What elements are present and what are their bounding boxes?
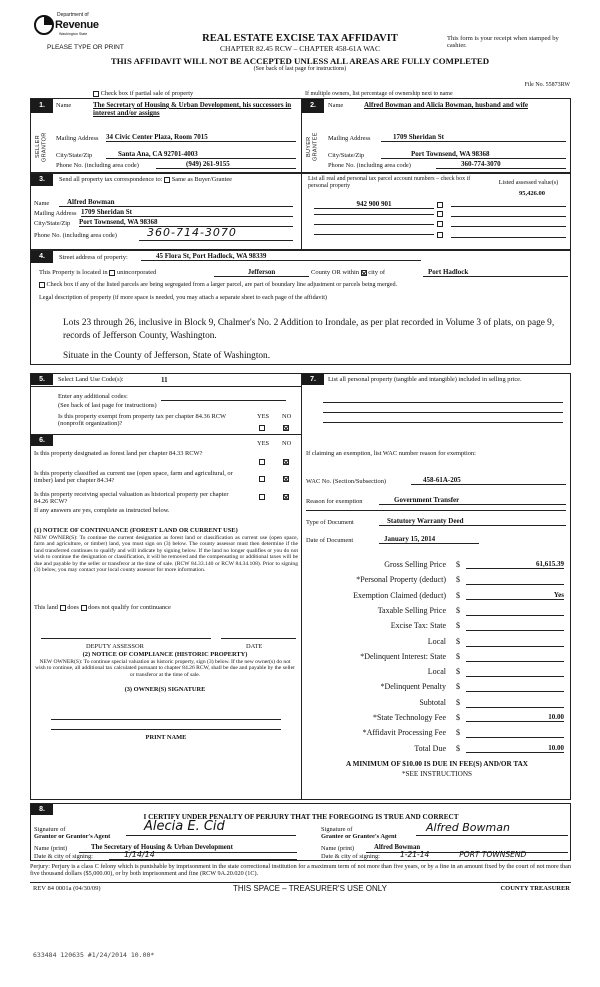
- seller-mailing-label: Mailing Address: [56, 135, 99, 142]
- print-name-line[interactable]: [51, 729, 281, 730]
- land-use-label: Select Land Use Code(s):: [58, 376, 124, 383]
- buyer-city-label: City/State/Zip: [328, 152, 365, 159]
- tax-line: Taxable Selling Price $: [306, 606, 568, 618]
- minimum-fee-note: A MINIMUM OF $10.00 IS DUE IN FEE(S) AND/OR TAX: [346, 760, 528, 768]
- treasurer-only-note: THIS SPACE – TREASURER'S USE ONLY: [232, 884, 387, 893]
- section-4-box: [30, 250, 571, 365]
- grantee-signature[interactable]: Alfred Bowman: [416, 822, 568, 836]
- section-4-number: 4.: [31, 251, 53, 263]
- form-chapter: CHAPTER 82.45 RCW – CHAPTER 458-61A WAC: [220, 44, 380, 53]
- county-name[interactable]: Jefferson: [214, 268, 309, 277]
- seller-side-label: SELLER GRANTOR: [35, 132, 48, 162]
- notice-continuance-title: (1) NOTICE OF CONTINUANCE (FOREST LAND OR CURRENT USE): [34, 527, 238, 534]
- seller-city[interactable]: Santa Ana, CA 92701-4003: [106, 150, 296, 159]
- parcel-3-personal-checkbox[interactable]: [437, 220, 443, 227]
- section-5-number: 5.: [31, 374, 53, 385]
- partial-sale-check[interactable]: [93, 90, 193, 97]
- city-name[interactable]: Port Hadlock: [423, 268, 568, 277]
- legal-description[interactable]: Lots 23 through 26, inclusive in Block 9, Chalmer's No. 2 Addition to Irondale, as per plat recorded in Volume 3 of plats, on page 9, records of Jefferson County, Washington.: [63, 318, 555, 342]
- tax-line: Local $: [306, 667, 568, 679]
- assessed-value[interactable]: 95,426.00: [519, 190, 545, 197]
- situate-line: Situate in the County of Jefferson, State of Washington.: [63, 351, 271, 361]
- grantee-name-label: Name (print): [321, 845, 355, 852]
- forest-no-checkbox[interactable]: [283, 458, 289, 465]
- forest-land-question: Is this property designated as forest land per chapter 84.33 RCW?: [34, 450, 203, 457]
- grantee-date-label: Date & city of signing:: [321, 853, 380, 860]
- perjury-note: Perjury: Perjury is a class C felony which is punishable by imprisonment in the state correctional institution for a maximum term of not more than five years, or by a fine in an amount fixed by the court of not more than five thousand dollars ($5,000.00), or by both imprisonment and fine (RCW 9A.20.020 (1C).: [30, 863, 571, 878]
- street-label: Street address of property:: [59, 254, 128, 261]
- s5-no-header: NO: [282, 413, 292, 420]
- does-qualify-checkbox[interactable]: [60, 605, 66, 611]
- grantee-date: 1-21-14: [400, 850, 430, 859]
- personal-property-line-2[interactable]: [323, 412, 563, 413]
- tax-line: *State Technology Fee $ 10.00: [372, 713, 564, 722]
- deputy-date-label: DATE: [246, 643, 263, 650]
- certify-statement: I CERTIFY UNDER PENALTY OF PERJURY THAT THE FOREGOING IS TRUE AND CORRECT: [143, 813, 459, 821]
- section-1-number: 1.: [31, 99, 53, 113]
- segregated-checkbox[interactable]: [39, 282, 45, 288]
- forest-yes-checkbox[interactable]: [259, 458, 265, 465]
- same-as-buyer-label: Same as Buyer/Grantee: [171, 176, 233, 183]
- historic-no-checkbox[interactable]: [283, 493, 289, 500]
- buyer-city[interactable]: Port Townsend, WA 98368: [381, 150, 566, 159]
- form-revision: REV 84 0001a (04/30/09): [33, 885, 101, 892]
- s5-see-back: (See back of last page for instructions): [58, 402, 157, 409]
- parcel-1-personal-checkbox[interactable]: [437, 201, 443, 208]
- seller-city-label: City/State/Zip: [56, 152, 93, 159]
- dept-name: Revenue: [55, 19, 99, 31]
- file-number: File No. 55873RW: [524, 82, 570, 88]
- seller-name-label: Name: [56, 102, 72, 109]
- partial-sale-checkbox[interactable]: [93, 91, 99, 97]
- exemption-reason[interactable]: Government Transfer: [379, 496, 566, 505]
- parcel-number[interactable]: 942 900 901: [314, 200, 434, 209]
- s6-no-header: NO: [282, 440, 292, 447]
- s3-mailing-label: Mailing Address: [34, 210, 77, 217]
- this-land-line: This land does does not qualify for continuance: [34, 604, 171, 611]
- revenue-logo-icon: [33, 14, 55, 36]
- buyer-name[interactable]: Alfred Bowman and Alicia Bowman, husband and wife: [364, 101, 529, 109]
- doc-date-label: Date of Document: [306, 537, 354, 544]
- see-back-note: (See back of last page for instructions): [253, 66, 347, 72]
- additional-codes-input[interactable]: [161, 400, 286, 401]
- owner-signature-line[interactable]: [51, 719, 281, 720]
- tax-line: *Delinquent Penalty $: [306, 682, 568, 694]
- deputy-date-line[interactable]: [221, 638, 296, 639]
- grantor-signature[interactable]: Alecia E. Cid: [126, 820, 296, 836]
- parcel-4-personal-checkbox[interactable]: [437, 231, 443, 238]
- exempt-yes-checkbox[interactable]: [259, 424, 265, 431]
- current-use-no-checkbox[interactable]: [283, 475, 289, 482]
- parcel-list-label: List all real and personal tax parcel account numbers – check box if personal property: [308, 176, 471, 189]
- section-7-number: 7.: [302, 374, 324, 385]
- assessed-label: Listed assessed value(s): [498, 179, 559, 186]
- see-instructions-note: *SEE INSTRUCTIONS: [401, 770, 473, 778]
- buyer-side-label: BUYER GRANTEE: [306, 132, 319, 162]
- buyer-phone[interactable]: 360-774-3070: [436, 160, 566, 169]
- s3-city-label: City/State/Zip: [34, 220, 71, 227]
- section-8-number: 8.: [31, 804, 53, 815]
- land-use-code[interactable]: 11: [161, 376, 168, 384]
- current-use-yes-checkbox[interactable]: [259, 475, 265, 482]
- s3-mailing[interactable]: 1709 Sheridan St: [81, 208, 293, 217]
- tax-line: Excise Tax: State $: [306, 621, 568, 633]
- personal-property-line-1[interactable]: [323, 402, 563, 403]
- personal-property-line-3[interactable]: [323, 422, 563, 423]
- tax-line: Subtotal $: [306, 698, 568, 710]
- doc-type[interactable]: Statutory Warranty Deed: [379, 517, 566, 526]
- grantor-name-label: Name (print): [34, 845, 68, 852]
- print-name-label: PRINT NAME: [145, 734, 187, 741]
- s3-phone-label: Phone No. (including area code): [34, 232, 117, 239]
- tax-line: Gross Selling Price $ 61,615.39: [384, 560, 564, 569]
- treasurer-stamp: 633484 120635 #1/24/2014 10.00*: [33, 951, 155, 959]
- deputy-assessor-label: DEPUTY ASSESSOR: [86, 643, 144, 650]
- tax-line: *Delinquent Interest: State $: [306, 652, 568, 664]
- exempt-no-checkbox[interactable]: [283, 424, 289, 431]
- county-or-within: County OR within city of: [311, 269, 386, 276]
- form-title: REAL ESTATE EXCISE TAX AFFIDAVIT: [202, 33, 398, 44]
- section-3-number: 3.: [31, 174, 53, 186]
- wac-number[interactable]: 458-61A-205: [411, 476, 566, 485]
- s3-city[interactable]: Port Townsend, WA 98368: [79, 218, 293, 227]
- buyer-phone-label: Phone No. (including area code): [328, 162, 411, 169]
- grantee-signature-label: Signature of Grantee or Grantee's Agent: [321, 826, 397, 841]
- section-1-2-box: [30, 98, 571, 173]
- send-correspondence-label: Send all property tax correspondence to: Same as Buyer/Grantee: [59, 176, 233, 183]
- same-as-buyer-checkbox[interactable]: [164, 177, 170, 183]
- historic-question: Is this property receiving special valuation as historical property per chapter 84.26 RCW?: [34, 491, 229, 506]
- historic-yes-checkbox[interactable]: [259, 493, 265, 500]
- within-city-checkbox[interactable]: [361, 270, 367, 276]
- county-treasurer-label: COUNTY TREASURER: [500, 885, 570, 892]
- revenue-logo: [33, 12, 99, 42]
- wac-label: WAC No. (Section/Subsection): [306, 478, 387, 485]
- section-5-7-box: [30, 373, 571, 800]
- buyer-mailing[interactable]: 1709 Sheridan St: [381, 133, 566, 142]
- please-type: PLEASE TYPE OR PRINT: [47, 44, 124, 51]
- legal-label: Legal description of property (if more space is needed, you may attach a separate sheet to each page of the affidavit): [39, 294, 327, 301]
- additional-codes-label: Enter any additional codes:: [58, 393, 128, 400]
- grantee-date-city[interactable]: [396, 851, 568, 861]
- section-3-box: [30, 173, 571, 250]
- multiple-owners-note: If multiple owners, list percentage of ownership next to name: [305, 91, 453, 97]
- s3-name[interactable]: Alfred Bowman: [59, 198, 293, 207]
- seller-phone[interactable]: (949) 261-9155: [156, 160, 296, 169]
- grantor-date-label: Date & city of signing:: [34, 853, 93, 860]
- s6-yes-header: YES: [257, 440, 270, 447]
- section-8-box: [30, 803, 571, 861]
- grantor-signature-label: Signature of Grantor or Grantor's Agent: [34, 826, 111, 841]
- s3-phone[interactable]: 360-714-3070: [139, 227, 293, 241]
- wac-claim-label: If claiming an exemption, list WAC number reason for exemption:: [306, 450, 476, 457]
- tax-line: *Personal Property (deduct) $: [306, 575, 568, 587]
- tax-line: *Affidavit Processing Fee $: [306, 728, 568, 740]
- s3-name-label: Name: [34, 200, 50, 207]
- personal-property-label: List all personal property (tangible and intangible) included in selling price.: [328, 376, 522, 383]
- current-use-question: Is this property classified as current use (open space, farm and agricultural, or timber) land per chapter 84.34?: [34, 470, 233, 485]
- seller-mailing[interactable]: 34 Civic Center Plaza, Room 7015: [106, 133, 296, 142]
- warning-line: THIS AFFIDAVIT WILL NOT BE ACCEPTED UNLESS ALL AREAS ARE FULLY COMPLETED: [110, 56, 490, 66]
- notice-compliance-text: NEW OWNER(S): To continue special valuation as historic property, sign (3) below. If the new owner(s) do not wish to continue, all additional tax calculated pursuant to chapter 84.26 RCW, shall be due and payable by the seller or transferor at the time of sale.: [35, 659, 295, 678]
- does-not-qualify-checkbox[interactable]: [81, 605, 87, 611]
- reason-label: Reason for exemption: [306, 498, 363, 505]
- grantee-print-name[interactable]: Alfred Bowman: [366, 844, 568, 853]
- grantor-print-name[interactable]: The Secretary of Housing & Urban Development: [79, 844, 297, 853]
- notice-continuance-text: NEW OWNER(S): To continue the current designation as forest land or classification as current use (open space, farm and agriculture, or timber) land, you must sign on (3) below. The county assessor must then determine if the land transferred continues to qualify and will indicate by signing below. If the land no longer qualifies or you do not wish to continue the designation or classification, it will be removed and the compensating or additional taxes will be due and payable by the seller or transferor at the time of sale. (RCW 84.33.140 or RCW 84.34.108). Prior to signing (3) below, you may contact your local county assessor for more information.: [34, 535, 298, 574]
- s5-yes-header: YES: [257, 413, 270, 420]
- if-yes-note: If any answers are yes, complete as instructed below.: [34, 507, 170, 514]
- owner-signature-label: (3) OWNER(S) SIGNATURE: [124, 686, 206, 693]
- segregated-line: Check box if any of the listed parcels are being segregated from a larger parcel, are part of boundary line adjustment or parcels being merged.: [39, 281, 569, 288]
- dept-top: Department of: [57, 12, 89, 18]
- deputy-signature-line[interactable]: [41, 638, 211, 639]
- dept-state: Washington State: [59, 32, 88, 36]
- doc-type-label: Type of Document: [306, 519, 354, 526]
- tax-line: Local $: [306, 637, 568, 649]
- located-in-line: This Property is located in unincorporated Jefferson County OR within city of Port Hadlock: [39, 269, 569, 276]
- tax-line: Total Due $ 10.00: [414, 743, 564, 753]
- grantee-city: PORT TOWNSEND: [459, 850, 527, 859]
- section-6-number: 6.: [31, 435, 53, 446]
- seller-name[interactable]: The Secretary of Housing & Urban Development, his successors in interest and/or assigns: [93, 101, 292, 118]
- grantor-date[interactable]: 1/14/14: [109, 850, 297, 860]
- parcel-2-personal-checkbox[interactable]: [437, 210, 443, 217]
- notice-compliance-title: (2) NOTICE OF COMPLIANCE (HISTORIC PROPERTY): [82, 651, 248, 658]
- partial-sale-label: Check box if partial sale of property: [100, 90, 194, 97]
- buyer-mailing-label: Mailing Address: [328, 135, 371, 142]
- tax-line: Exemption Claimed (deduct) $ Yes: [353, 590, 564, 600]
- buyer-name-label: Name: [328, 102, 344, 109]
- seller-phone-label: Phone No. (including area code): [56, 162, 139, 169]
- receipt-note: This form is your receipt when stamped by cashier.: [447, 35, 559, 50]
- unincorporated-checkbox[interactable]: [109, 270, 115, 276]
- section-2-number: 2.: [302, 99, 324, 113]
- street-address[interactable]: 45 Flora St, Port Hadlock, WA 98339: [141, 252, 421, 261]
- exempt-question: Is this property exempt from property tax per chapter 84.36 RCW (nonprofit organization)?: [58, 413, 226, 428]
- doc-date[interactable]: January 15, 2014: [379, 535, 479, 544]
